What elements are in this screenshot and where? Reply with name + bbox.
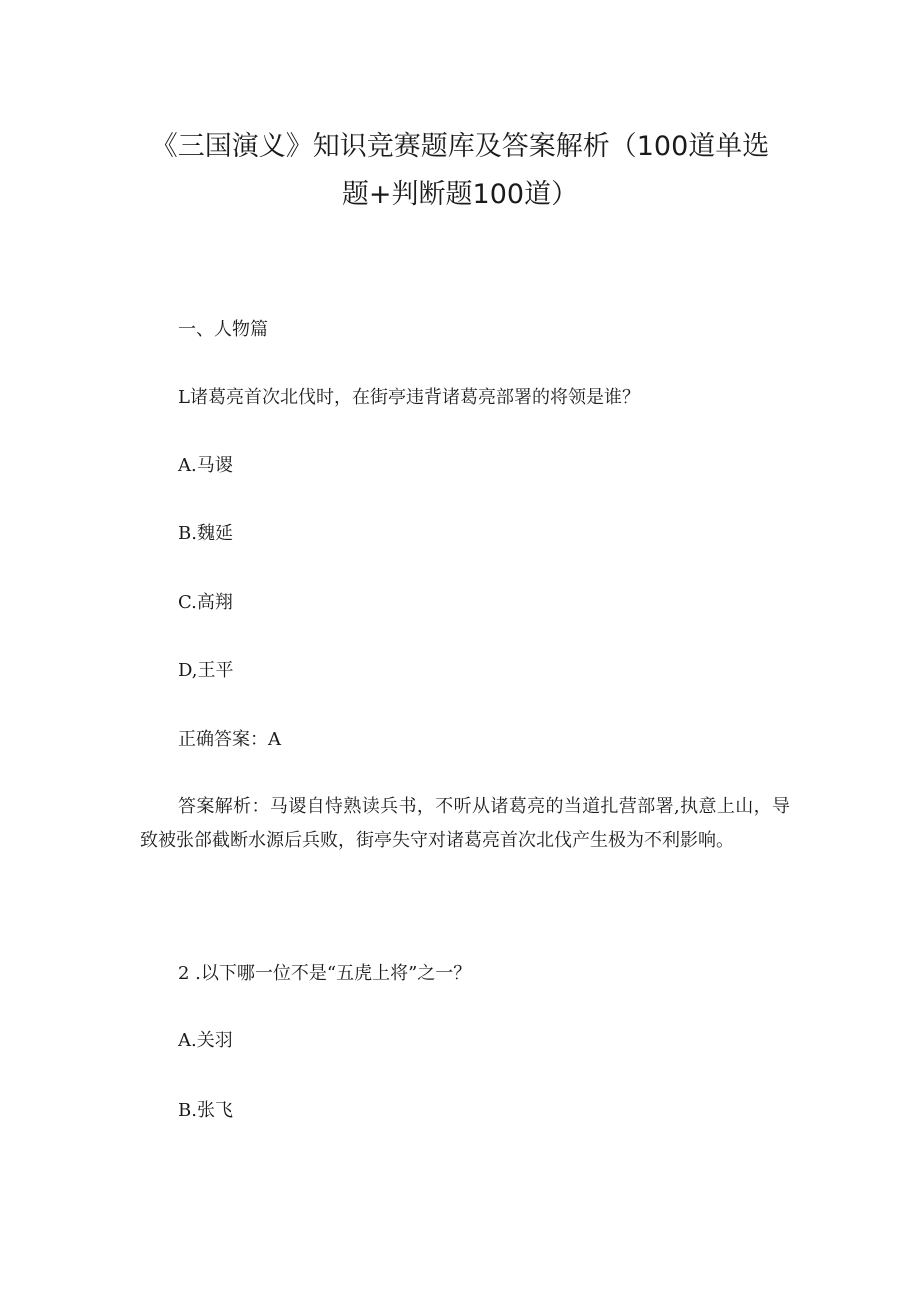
question-1-option-b: B.魏延 — [178, 523, 233, 544]
question-1-option-a: A.马谡 — [178, 455, 233, 476]
question-1-option-c: C.高翔 — [178, 592, 233, 613]
document-title-line-1: 《三国演义》知识竞赛题库及答案解析（100道单选 — [150, 131, 770, 162]
question-1-explanation: 答案解析：马谡自恃熟读兵书，不听从诸葛亮的当道扎营部署,执意上山，导致被张郃截断水源后兵败，街亭失守对诸葛亮首次北伐产生极为不利影响。 — [140, 796, 790, 851]
document-title-line-2: 题+判断题100道） — [341, 179, 579, 210]
question-1-option-d: D,王平 — [178, 660, 234, 681]
question-2-option-b: B.张飞 — [178, 1100, 233, 1121]
section-heading: 一、人物篇 — [178, 319, 268, 340]
question-1-text: L诸葛亮首次北伐时，在街亭违背诸葛亮部署的将领是谁？ — [178, 387, 640, 408]
question-1-correct-answer: 正确答案：A — [178, 729, 281, 750]
question-2-text: 2 .以下哪一位不是“五虎上将”之一？ — [178, 963, 472, 984]
question-2-option-a: A.关羽 — [178, 1030, 233, 1051]
